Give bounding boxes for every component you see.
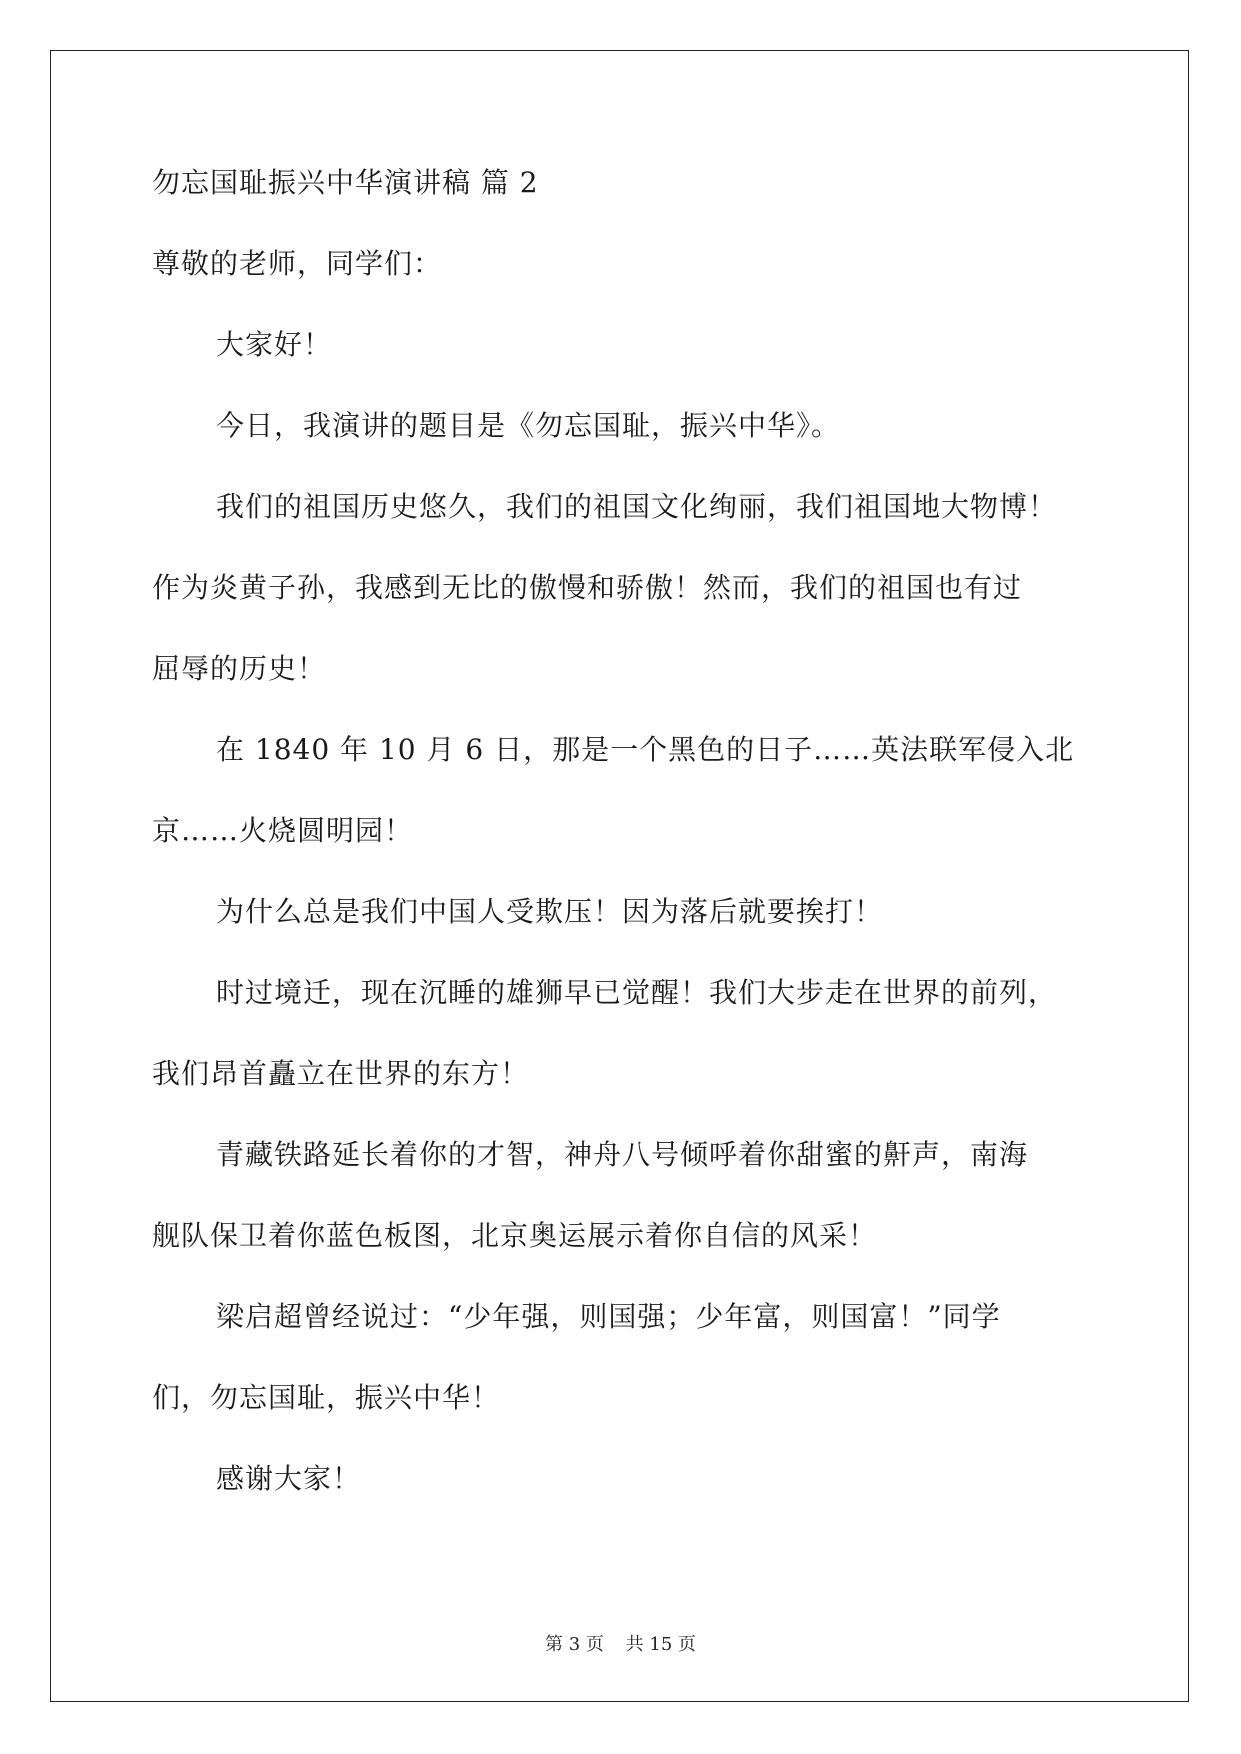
paragraph-line: 我们的祖国历史悠久，我们的祖国文化绚丽，我们祖国地大物博！ <box>216 490 1058 523</box>
paragraph-line: 今日，我演讲的题目是《勿忘国耻，振兴中华》。 <box>216 409 841 442</box>
paragraph-line: 大家好！ <box>216 328 333 361</box>
paragraph-line: 梁启超曾经说过：“少年强，则国强；少年富，则国富！”同学 <box>216 1300 1001 1333</box>
document-body <box>152 168 1090 1545</box>
paragraph-line: 屈辱的历史！ <box>152 652 327 685</box>
page-footer <box>0 1630 1241 1656</box>
paragraph-line: 京……火烧圆明园！ <box>152 814 414 847</box>
paragraph-line: 为什么总是我们中国人受欺压！因为落后就要挨打！ <box>216 895 884 928</box>
paragraph-line: 们，勿忘国耻，振兴中华！ <box>152 1381 501 1414</box>
paragraph-line: 时过境迁，现在沉睡的雄狮早已觉醒！我们大步走在世界的前列， <box>216 976 1058 1009</box>
page-number-current: 第 3 页 <box>545 1634 604 1655</box>
salutation: 尊敬的老师，同学们： <box>152 247 443 280</box>
paragraph-line: 我们昂首矗立在世界的东方！ <box>152 1057 530 1090</box>
paragraph-line: 作为炎黄子孙，我感到无比的傲慢和骄傲！然而，我们的祖国也有过 <box>152 571 1023 604</box>
paragraph-line: 在 1840 年 10 月 6 日，那是一个黑色的日子……英法联军侵入北 <box>216 733 1075 766</box>
closing-line: 感谢大家！ <box>216 1462 362 1495</box>
paragraph-line: 青藏铁路延长着你的才智，神舟八号倾呼着你甜蜜的鼾声，南海 <box>216 1138 1029 1171</box>
page-number-total: 共 15 页 <box>625 1634 696 1655</box>
document-title: 勿忘国耻振兴中华演讲稿 篇 2 <box>152 166 539 199</box>
paragraph-line: 舰队保卫着你蓝色板图，北京奥运展示着你自信的风采！ <box>152 1219 878 1252</box>
